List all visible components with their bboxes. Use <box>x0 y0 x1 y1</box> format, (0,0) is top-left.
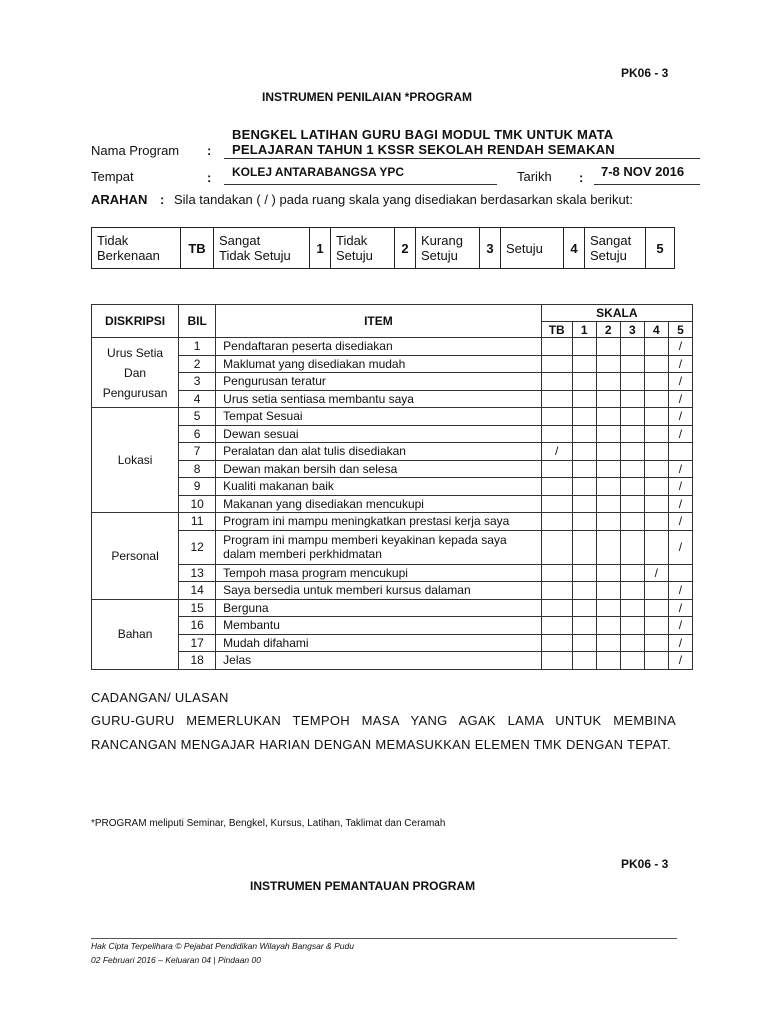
scale-cell[interactable] <box>541 390 572 408</box>
scale-cell[interactable] <box>541 408 572 426</box>
program-name-line1: BENGKEL LATIHAN GURU BAGI MODUL TMK UNTUK MATA <box>232 127 614 142</box>
group-name-line: Urus Setia <box>107 345 164 360</box>
scale-cell[interactable] <box>668 599 692 617</box>
table-row <box>92 582 693 600</box>
scale-cell[interactable] <box>541 495 572 513</box>
scale-cell[interactable] <box>620 390 644 408</box>
group-name-line: Bahan <box>117 627 153 641</box>
scale-cell[interactable] <box>668 443 692 461</box>
venue-value: KOLEJ ANTARABANGSA YPC <box>232 165 405 179</box>
scale-cell[interactable] <box>541 338 572 356</box>
row-item <box>216 495 542 513</box>
scale-label <box>92 228 181 269</box>
scale-cell[interactable] <box>596 495 620 513</box>
row-item-text: Mudah difahami <box>223 635 309 650</box>
row-item <box>216 373 542 391</box>
row-number: 4 <box>179 390 216 408</box>
row-item <box>216 617 542 635</box>
row-number: 6 <box>179 425 216 443</box>
table-row <box>92 513 693 531</box>
tick-mark: / <box>678 514 683 529</box>
scale-cell[interactable] <box>596 617 620 635</box>
row-number: 2 <box>179 355 216 373</box>
colon: : <box>207 143 212 158</box>
scale-cell[interactable] <box>572 443 596 461</box>
tick-mark: / <box>678 479 683 494</box>
scale-cell[interactable] <box>644 443 668 461</box>
scale-cell[interactable] <box>644 460 668 478</box>
scale-cell[interactable] <box>620 513 644 531</box>
row-number: 15 <box>179 599 216 617</box>
scale-cell[interactable] <box>572 617 596 635</box>
scale-cell[interactable] <box>596 408 620 426</box>
tick-mark: / <box>678 356 683 371</box>
scale-cell[interactable] <box>596 355 620 373</box>
row-item <box>216 564 542 582</box>
tick-mark: / <box>678 635 683 650</box>
form-code-2: PK06 - 3 <box>621 857 669 871</box>
row-item-text: Tempat Sesuai <box>223 409 303 424</box>
scale-cell[interactable] <box>644 599 668 617</box>
date-value: 7-8 NOV 2016 <box>601 164 685 179</box>
scale-label <box>501 228 564 269</box>
scale-cell[interactable] <box>644 373 668 391</box>
scale-cell[interactable] <box>596 338 620 356</box>
row-item-text: Makanan yang disediakan mencukupi <box>223 496 424 511</box>
program-name-underline <box>224 158 700 159</box>
scale-label-line2: Setuju <box>590 248 627 263</box>
table-row <box>92 355 693 373</box>
scale-label <box>585 228 646 269</box>
date-underline <box>594 184 700 185</box>
row-number: 17 <box>179 634 216 652</box>
scale-cell[interactable] <box>596 373 620 391</box>
row-item-text: Tempoh masa program mencukupi <box>223 565 408 580</box>
scale-column-header: 2 <box>596 322 620 338</box>
scale-cell[interactable] <box>620 495 644 513</box>
scale-cell[interactable] <box>668 582 692 600</box>
tick-mark: / <box>678 339 683 354</box>
scale-cell[interactable] <box>668 478 692 496</box>
colon: : <box>160 192 165 207</box>
row-item-text: Program ini mampu meningkatkan prestasi kerja saya <box>223 514 510 529</box>
table-row <box>92 425 693 443</box>
scale-label-line2: Setuju <box>421 248 458 263</box>
group-name-line: Dan <box>124 365 147 380</box>
tick-mark: / <box>654 565 658 580</box>
row-item <box>216 599 542 617</box>
scale-label-line1: Sangat <box>219 233 261 248</box>
scale-cell[interactable] <box>668 460 692 478</box>
scale-cell[interactable] <box>572 408 596 426</box>
scale-cell[interactable] <box>668 355 692 373</box>
scale-cell[interactable] <box>541 599 572 617</box>
scale-cell[interactable] <box>668 425 692 443</box>
row-number: 3 <box>179 373 216 391</box>
row-item <box>216 478 542 496</box>
scale-cell[interactable] <box>668 652 692 670</box>
header-skala: SKALA <box>541 305 692 322</box>
row-item-text-line2: dalam memberi perkhidmatan <box>223 547 382 561</box>
scale-cell[interactable] <box>572 460 596 478</box>
table-row <box>92 390 693 408</box>
header-diskripsi: DISKRIPSI <box>92 305 179 338</box>
tick-mark: / <box>678 461 683 476</box>
tick-mark: / <box>678 540 683 554</box>
scale-cell[interactable] <box>668 408 692 426</box>
scale-cell[interactable] <box>572 582 596 600</box>
row-number: 12 <box>179 530 216 564</box>
scale-cell[interactable] <box>620 478 644 496</box>
row-item-text: Urus setia sentiasa membantu saya <box>223 391 414 406</box>
row-item <box>216 355 542 373</box>
scale-cell[interactable] <box>668 564 692 582</box>
tick-mark: / <box>678 426 683 441</box>
scale-cell[interactable] <box>620 599 644 617</box>
scale-cell[interactable] <box>596 564 620 582</box>
scale-cell[interactable] <box>596 460 620 478</box>
header-item: ITEM <box>216 305 542 338</box>
scale-cell[interactable] <box>572 355 596 373</box>
scale-cell[interactable] <box>541 355 572 373</box>
scale-label <box>214 228 310 269</box>
scale-cell[interactable] <box>644 513 668 531</box>
scale-cell[interactable] <box>644 390 668 408</box>
row-item <box>216 443 542 461</box>
scale-label-line1: Kurang <box>421 233 463 248</box>
group-description <box>92 338 179 408</box>
scale-cell[interactable] <box>541 443 572 461</box>
scale-cell[interactable] <box>572 634 596 652</box>
table-row <box>92 478 693 496</box>
scale-label-line1: Tidak <box>97 233 129 248</box>
scale-cell[interactable] <box>668 338 692 356</box>
row-number: 14 <box>179 582 216 600</box>
scale-label <box>331 228 395 269</box>
scale-legend-table <box>91 227 675 269</box>
row-item-text: Dewan makan bersih dan selesa <box>223 461 398 476</box>
program-name-label: Nama Program <box>91 143 180 158</box>
scale-cell[interactable] <box>541 634 572 652</box>
row-item <box>216 425 542 443</box>
scale-cell[interactable] <box>644 652 668 670</box>
table-row <box>92 530 693 564</box>
venue-underline <box>224 184 497 185</box>
row-number: 16 <box>179 617 216 635</box>
scale-cell[interactable] <box>541 617 572 635</box>
scale-cell[interactable] <box>541 530 572 564</box>
row-item-text: Berguna <box>223 600 269 615</box>
scale-cell[interactable] <box>596 599 620 617</box>
scale-label-line2: Berkenaan <box>97 248 160 263</box>
scale-code: 4 <box>564 228 585 269</box>
tick-mark: / <box>678 409 683 424</box>
tick-mark: / <box>678 583 683 598</box>
scale-cell[interactable] <box>620 634 644 652</box>
scale-cell[interactable] <box>572 338 596 356</box>
scale-legend-row <box>92 228 675 269</box>
date-label: Tarikh <box>517 169 552 184</box>
group-description <box>92 513 179 600</box>
row-number: 11 <box>179 513 216 531</box>
venue-label: Tempat <box>91 169 134 184</box>
scale-column-header: 5 <box>668 322 692 338</box>
row-item-text: Dewan sesuai <box>223 426 299 441</box>
colon: : <box>579 170 584 185</box>
footer-divider <box>91 938 677 939</box>
scale-cell[interactable] <box>541 513 572 531</box>
tick-mark: / <box>678 600 683 615</box>
scale-cell[interactable] <box>668 373 692 391</box>
scale-label-line1: Sangat <box>590 233 632 248</box>
table-row <box>92 495 693 513</box>
group-description <box>92 599 179 669</box>
scale-cell[interactable] <box>620 443 644 461</box>
footer-copyright: Hak Cipta Terpelihara © Pejabat Pendidikan Wilayah Bangsar & Pudu <box>91 941 354 951</box>
scale-cell[interactable] <box>620 617 644 635</box>
scale-cell[interactable] <box>644 634 668 652</box>
row-item-text: Peralatan dan alat tulis disediakan <box>223 444 406 459</box>
scale-cell[interactable] <box>572 425 596 443</box>
scale-column-header: TB <box>541 322 572 338</box>
scale-cell[interactable] <box>596 513 620 531</box>
scale-cell[interactable] <box>668 634 692 652</box>
scale-cell[interactable] <box>644 617 668 635</box>
table-row <box>92 338 693 356</box>
row-number: 9 <box>179 478 216 496</box>
scale-cell[interactable] <box>541 478 572 496</box>
scale-code: 3 <box>480 228 501 269</box>
row-item <box>216 338 542 356</box>
tick-mark: / <box>678 618 683 633</box>
scale-cell[interactable] <box>596 582 620 600</box>
table-row <box>92 408 693 426</box>
scale-cell[interactable] <box>596 425 620 443</box>
scale-cell[interactable] <box>572 495 596 513</box>
scale-cell[interactable] <box>572 599 596 617</box>
scale-cell[interactable] <box>541 564 572 582</box>
program-name-line2: PELAJARAN TAHUN 1 KSSR SEKOLAH RENDAH SEMAKAN <box>232 142 615 157</box>
footnote: *PROGRAM meliputi Seminar, Bengkel, Kursus, Latihan, Taklimat dan Ceramah <box>91 818 446 829</box>
row-item-text: Maklumat yang disediakan mudah <box>223 356 406 371</box>
scale-cell[interactable] <box>644 355 668 373</box>
evaluation-table <box>91 304 693 670</box>
scale-cell[interactable] <box>620 652 644 670</box>
scale-cell[interactable] <box>620 355 644 373</box>
scale-cell[interactable] <box>541 373 572 391</box>
scale-label <box>416 228 480 269</box>
table-row <box>92 652 693 670</box>
row-item <box>216 408 542 426</box>
table-row <box>92 460 693 478</box>
scale-cell[interactable] <box>572 513 596 531</box>
row-item-text: Pendaftaran peserta disediakan <box>223 339 393 354</box>
group-description <box>92 408 179 513</box>
scale-label-line2: Setuju <box>336 248 373 263</box>
scale-cell[interactable] <box>541 425 572 443</box>
instruction-text: Sila tandakan ( / ) pada ruang skala yang disediakan berdasarkan skala berikut: <box>174 192 633 207</box>
secondary-title: INSTRUMEN PEMANTAUAN PROGRAM <box>250 879 476 893</box>
row-number: 5 <box>179 408 216 426</box>
scale-column-header: 1 <box>572 322 596 338</box>
scale-cell[interactable] <box>668 530 692 564</box>
scale-cell[interactable] <box>596 530 620 564</box>
scale-label-line2: Tidak Setuju <box>219 248 291 263</box>
scale-code: 5 <box>646 228 675 269</box>
instruction-label: ARAHAN <box>91 192 148 207</box>
row-item <box>216 652 542 670</box>
scale-column-header: 3 <box>620 322 644 338</box>
row-number: 18 <box>179 652 216 670</box>
row-item <box>216 390 542 408</box>
scale-cell[interactable] <box>572 390 596 408</box>
row-item <box>216 634 542 652</box>
scale-cell[interactable] <box>644 582 668 600</box>
suggestion-text: GURU-GURU MEMERLUKAN TEMPOH MASA YANG AGAK LAMA UNTUK MEMBINA RANCANGAN MENGAJAR HARIAN DENGAN MEMASUKKAN ELEMEN TMK DENGAN TEPAT. <box>91 713 676 752</box>
colon: : <box>207 170 212 185</box>
tick-mark: / <box>678 653 683 668</box>
header-bil: BIL <box>179 305 216 338</box>
scale-cell[interactable] <box>644 530 668 564</box>
table-row <box>92 373 693 391</box>
group-name-line: Pengurusan <box>102 385 168 400</box>
tick-mark: / <box>555 444 559 459</box>
row-number: 13 <box>179 564 216 582</box>
row-item-text: Membantu <box>223 618 280 633</box>
scale-cell[interactable] <box>644 408 668 426</box>
table-row <box>92 564 693 582</box>
scale-cell[interactable] <box>620 460 644 478</box>
tick-mark: / <box>678 391 683 406</box>
row-item-text: Pengurusan teratur <box>223 374 326 389</box>
table-row <box>92 443 693 461</box>
row-number: 10 <box>179 495 216 513</box>
scale-cell[interactable] <box>668 513 692 531</box>
tick-mark: / <box>678 496 683 511</box>
scale-cell[interactable] <box>620 582 644 600</box>
scale-code: 2 <box>395 228 416 269</box>
group-name-line: Lokasi <box>117 453 153 467</box>
suggestion-heading: CADANGAN/ ULASAN <box>91 690 229 705</box>
scale-column-header: 4 <box>644 322 668 338</box>
scale-cell[interactable] <box>668 390 692 408</box>
table-row <box>92 599 693 617</box>
scale-label-line1: Tidak <box>336 233 368 248</box>
scale-cell[interactable] <box>572 530 596 564</box>
scale-cell[interactable] <box>620 373 644 391</box>
scale-label-line1: Setuju <box>506 240 543 256</box>
scale-cell[interactable] <box>596 652 620 670</box>
scale-cell[interactable] <box>572 478 596 496</box>
scale-cell[interactable] <box>644 478 668 496</box>
scale-cell[interactable] <box>620 408 644 426</box>
footer-version: 02 Februari 2016 – Keluaran 04 | Pindaan 00 <box>91 955 261 965</box>
row-item <box>216 460 542 478</box>
scale-cell[interactable] <box>644 495 668 513</box>
table-row <box>92 634 693 652</box>
row-item-text: Saya bersedia untuk memberi kursus dalaman <box>223 583 471 598</box>
row-number: 7 <box>179 443 216 461</box>
table-row <box>92 617 693 635</box>
scale-cell[interactable] <box>541 582 572 600</box>
scale-cell[interactable] <box>572 652 596 670</box>
scale-cell[interactable] <box>596 478 620 496</box>
row-item <box>216 513 542 531</box>
scale-cell[interactable] <box>644 564 668 582</box>
scale-cell[interactable] <box>620 425 644 443</box>
scale-code: 1 <box>310 228 331 269</box>
scale-cell[interactable] <box>596 443 620 461</box>
scale-code: TB <box>181 228 214 269</box>
scale-cell[interactable] <box>596 390 620 408</box>
scale-cell[interactable] <box>596 634 620 652</box>
scale-cell[interactable] <box>620 564 644 582</box>
scale-cell[interactable] <box>541 460 572 478</box>
form-code: PK06 - 3 <box>621 66 669 80</box>
scale-cell[interactable] <box>541 652 572 670</box>
group-name-line: Personal <box>111 548 159 563</box>
scale-cell[interactable] <box>668 495 692 513</box>
scale-cell[interactable] <box>644 425 668 443</box>
scale-cell[interactable] <box>620 530 644 564</box>
scale-cell[interactable] <box>572 373 596 391</box>
page-title: INSTRUMEN PENILAIAN *PROGRAM <box>262 90 473 104</box>
row-number: 8 <box>179 460 216 478</box>
row-item <box>216 530 542 564</box>
scale-cell[interactable] <box>572 564 596 582</box>
scale-cell[interactable] <box>668 617 692 635</box>
row-number: 1 <box>179 338 216 356</box>
row-item <box>216 582 542 600</box>
tick-mark: / <box>678 374 683 389</box>
row-item-text: Jelas <box>223 653 252 668</box>
scale-cell[interactable] <box>644 338 668 356</box>
row-item-text: Kualiti makanan baik <box>223 479 334 494</box>
scale-cell[interactable] <box>620 338 644 356</box>
row-item-text: Program ini mampu memberi keyakinan kepada saya <box>223 533 507 547</box>
